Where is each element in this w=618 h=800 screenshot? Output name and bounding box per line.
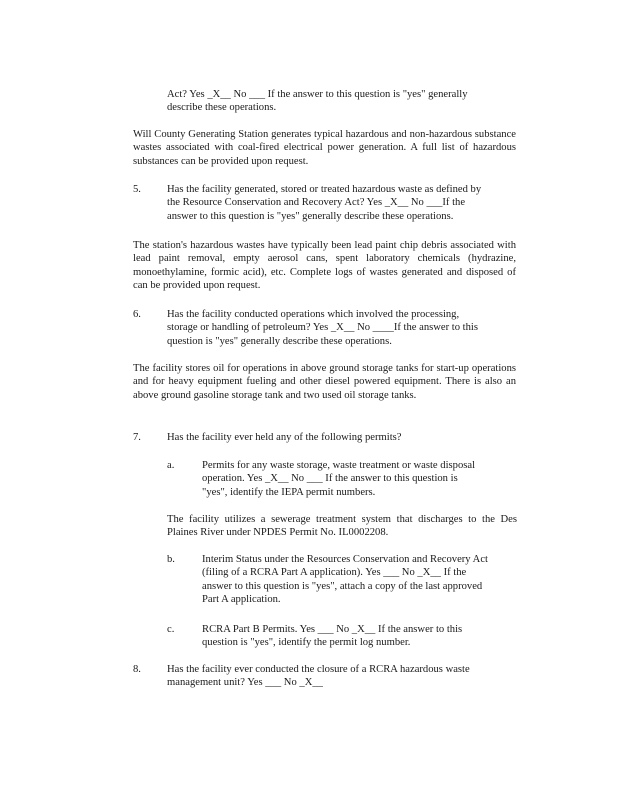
question-7b-line-4: Part A application.	[202, 594, 281, 606]
question-5-number: 5.	[133, 184, 141, 195]
question-8-line-1: Has the facility ever conducted the closure of a RCRA hazardous waste	[167, 664, 470, 675]
question-8-line-2: management unit? Yes ___ No _X__	[167, 677, 323, 689]
paragraph-hazardous-wastes: The station's hazardous wastes have typically been lead paint chip debris associated with lead paint removal, empty aerosol cans, spent laboratory chemicals (hydrazine, monoethylamine, formic acid), etc. Complete logs of wastes generated and disposed of can be provided upon request.	[133, 240, 516, 292]
question-6-line-2: storage or handling of petroleum? Yes _X__ No ____If the answer to this	[167, 322, 478, 334]
question-7b-text	[202, 553, 488, 607]
question-7b-letter: b.	[167, 554, 175, 565]
question-7c-line-2: question is "yes", identify the permit log number.	[202, 637, 411, 649]
question-8-number: 8.	[133, 664, 141, 675]
question-8-text	[167, 663, 470, 690]
question-5-line-2: the Resource Conservation and Recovery Act? Yes _X__ No ___If the	[167, 197, 466, 209]
question-5-text	[167, 183, 481, 223]
question-7a-line-1: Permits for any waste storage, waste treatment or waste disposal	[202, 460, 476, 471]
question-6-text	[167, 308, 478, 348]
question-7a-letter: a.	[167, 460, 175, 471]
question-6-number: 6.	[133, 309, 141, 320]
question-7c-text	[202, 623, 462, 650]
question-7b-line-3: answer to this question is "yes", attach a copy of the last approved	[202, 580, 483, 592]
paragraph-will-county: Will County Generating Station generates typical hazardous and non-hazardous substance wastes associated with coal-fired electrical power generation. A full list of hazardous substances can be provided upon request.	[133, 129, 516, 167]
question-7b-line-2: (filing of a RCRA Part A application). Yes ___ No _X__ If the	[202, 567, 467, 579]
question-4-line-2: describe these operations.	[167, 102, 277, 114]
question-4-continuation	[167, 88, 468, 115]
question-7a-line-2: operation. Yes _X__ No ___ If the answer to this question is	[202, 473, 458, 485]
question-7c-letter: c.	[167, 624, 175, 635]
question-4-line-1: Act? Yes _X__ No ___ If the answer to this question is "yes" generally	[167, 89, 468, 100]
question-7a-text	[202, 459, 475, 499]
paragraph-sewerage: The facility utilizes a sewerage treatment system that discharges to the Des Plaines River under NPDES Permit No. IL0002208.	[167, 514, 517, 539]
question-6-line-3: question is "yes" generally describe these operations.	[167, 335, 392, 347]
question-7c-line-1: RCRA Part B Permits. Yes ___ No _X__ If the answer to this	[202, 624, 463, 635]
question-5-line-3: answer to this question is "yes" generally describe these operations.	[167, 210, 454, 222]
paragraph-oil-storage: The facility stores oil for operations in above ground storage tanks for start-up operations and for heavy equipment fueling and other diesel powered equipment. There is also an above ground gasoline storage tank and two used oil storage tanks.	[133, 363, 516, 401]
question-7-text: Has the facility ever held any of the following permits?	[167, 432, 402, 443]
question-6-line-1: Has the facility conducted operations which involved the processing,	[167, 309, 460, 320]
question-5-line-1: Has the facility generated, stored or treated hazardous waste as defined by	[167, 184, 482, 195]
question-7b-line-1: Interim Status under the Resources Conservation and Recovery Act	[202, 554, 488, 565]
question-7a-line-3: "yes", identify the IEPA permit numbers.	[202, 486, 376, 498]
question-7-number: 7.	[133, 432, 141, 443]
